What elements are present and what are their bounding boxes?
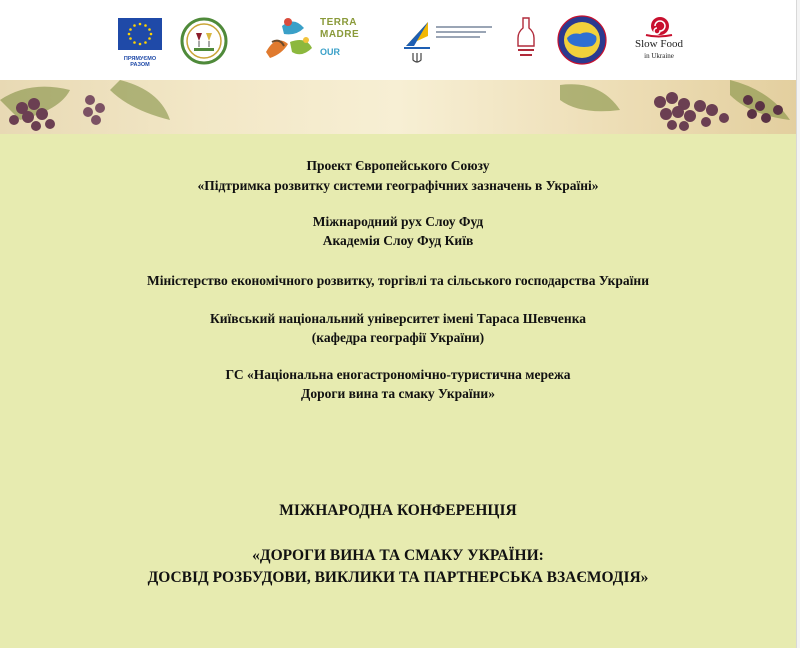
trident-icon (412, 52, 422, 64)
conference-heading: МІЖНАРОДНА КОНФЕРЕНЦІЯ (279, 502, 517, 519)
terra-madre-line1: TERRA (320, 17, 357, 28)
eu-project-title: Проект Європейського Союзу (306, 158, 490, 173)
grapes-illustration (0, 80, 796, 134)
network-name-continued: Дороги вина та смаку України» (301, 386, 495, 401)
wine-bottle-icon (514, 16, 538, 62)
university-department: (кафедра географії України) (311, 330, 485, 345)
logo-bar (0, 0, 800, 80)
slow-food-academy: Академія Слоу Фуд Київ (322, 233, 474, 248)
wine-bottle-logo (514, 16, 538, 62)
ministry-logo (402, 18, 494, 62)
wine-glass-emblem-icon (180, 17, 228, 65)
conference-title-line2: ДОСВІД РОЗБУДОВИ, ВИКЛИКИ ТА ПАРТНЕРСЬКА ВЗАЄМОДІЯ» (147, 569, 649, 586)
network-name: ГС «Національна еногастрономічно-туристична мережа (225, 367, 571, 382)
vineyard-banner (0, 80, 796, 134)
terra-madre-logo (262, 14, 368, 66)
terra-madre-line3: OUR (320, 47, 340, 57)
slow-food-line2: in Ukraine (644, 52, 674, 60)
university-name: Київський національний університет імені Тараса Шевченка (209, 311, 587, 326)
ministry-text-block (436, 26, 494, 38)
eu-flag-logo (118, 18, 162, 68)
ministry-emblem-icon (402, 18, 432, 50)
conference-title-line1: «ДОРОГИ ВИНА ТА СМАКУ УКРАЇНИ: (252, 547, 544, 564)
eu-flag-icon (118, 18, 162, 50)
ukraine-map-emblem-icon (556, 14, 608, 66)
eu-project-subtitle: «Підтримка розвитку системи географічних зазначень в Україні» (197, 178, 599, 193)
eu-caption: ПРЯМУЄМО РАЗОМ (123, 56, 157, 68)
ministry-name: Міністерство економічного розвитку, торгівлі та сільського господарства України (147, 273, 649, 288)
slow-food-movement: Міжнародний рух Слоу Фуд (312, 214, 484, 229)
slow-food-line1: Slow Food (635, 38, 683, 50)
wine-roads-ukraine-logo (556, 14, 608, 66)
slow-food-logo (626, 14, 692, 66)
page-edge (796, 0, 800, 648)
gi-emblem-logo (180, 17, 228, 65)
terra-madre-line2: MADRE (320, 29, 360, 40)
snail-icon (644, 14, 674, 38)
terra-madre-figures-icon (262, 14, 316, 64)
